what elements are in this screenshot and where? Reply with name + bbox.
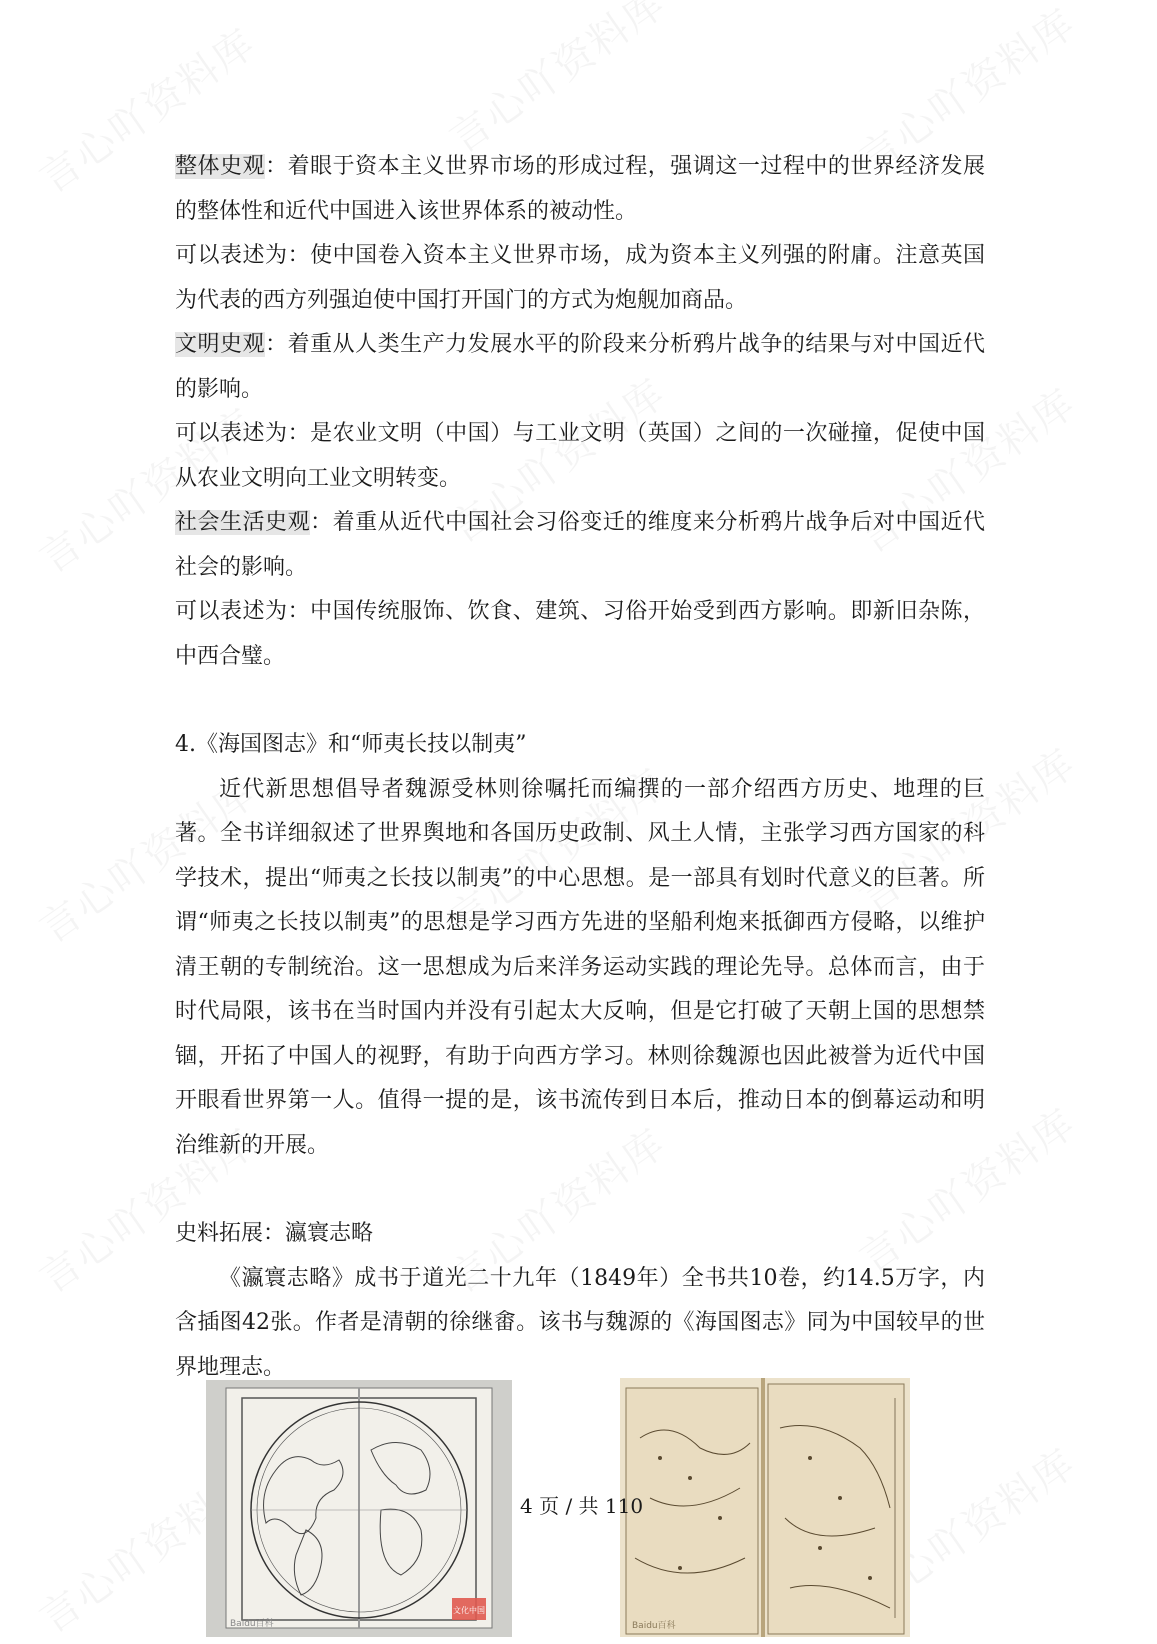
paragraph-holistic-view [175, 145, 985, 234]
world-map-image [206, 1380, 512, 1637]
page-number: 4 页 / 共 110 [520, 1494, 644, 1518]
paragraph: 近代新思想倡导者魏源受林则徐嘱托而编撰的一部介绍西方历史、地理的巨著。全书详细叙述了世界舆地和各国历史政制、风土人情，主张学习西方国家的科学技术，提出“师夷之长技以制夷”的中心思想。是一部具有划时代意义的巨著。所谓“师夷之长技以制夷”的思想是学习西方先进的坚船利炮来抵御西方侵略，以维护清王朝的专制统治。这一思想成为后来洋务运动实践的理论先导。总体而言，由于时代局限，该书在当时国内并没有引起太大反响，但是它打破了天朝上国的思想禁锢，开拓了中国人的视野，有助于向西方学习。林则徐魏源也因此被誉为近代中国开眼看世界第一人。值得一提的是，该书流传到日本后，推动日本的倒幕运动和明治维新的开展。 [175, 776, 985, 1158]
image-caption: Baidu百科 [632, 1621, 676, 1631]
paragraph-text: ：着重从近代中国社会习俗变迁的维度来分析鸦片战争后对中国近代社会的影响。 [175, 510, 985, 580]
section-heading: 史料拓展：瀛寰志略 [175, 1221, 374, 1246]
paragraph-social-life-view [175, 501, 985, 590]
image-caption: Baidu百科 [230, 1619, 274, 1629]
paragraph: 可以表述为：使中国卷入资本主义世界市场，成为资本主义列强的附庸。注意英国为代表的西方列强迫使中国打开国门的方式为炮舰加商品。 [175, 243, 985, 313]
document-body [175, 145, 985, 1390]
paragraph: 可以表述为：是农业文明（中国）与工业文明（英国）之间的一次碰撞，促使中国从农业文明向工业文明转变。 [175, 421, 985, 491]
book-map-illustration [620, 1378, 910, 1637]
paragraph: 《瀛寰志略》成书于道光二十九年（1849年）全书共10卷，约14.5万字，内含插图42张。作者是清朝的徐继畬。该书与魏源的《海国图志》同为中国较早的世界地理志。 [175, 1265, 985, 1380]
paragraph-text: ：着重从人类生产力发展水平的阶段来分析鸦片战争的结果与对中国近代的影响。 [175, 332, 985, 402]
paragraph-civilization-view [175, 323, 985, 412]
world-map-illustration [206, 1380, 512, 1637]
term-label: 社会生活史观 [175, 510, 311, 535]
term-label: 文明史观 [175, 332, 266, 357]
old-book-map-image [620, 1378, 910, 1637]
term-label: 整体史观 [175, 154, 266, 179]
watermark [436, 0, 675, 164]
paragraph: 可以表述为：中国传统服饰、饮食、建筑、习俗开始受到西方影响。即新旧杂陈，中西合璧。 [175, 599, 985, 669]
paragraph-text: ：着眼于资本主义世界市场的形成过程，强调这一过程中的世界经济发展的整体性和近代中国进入该世界体系的被动性。 [175, 154, 985, 224]
stamp-label: 文化中国 [453, 1606, 485, 1615]
section-heading: 4.《海国图志》和“师夷长技以制夷” [175, 732, 527, 757]
